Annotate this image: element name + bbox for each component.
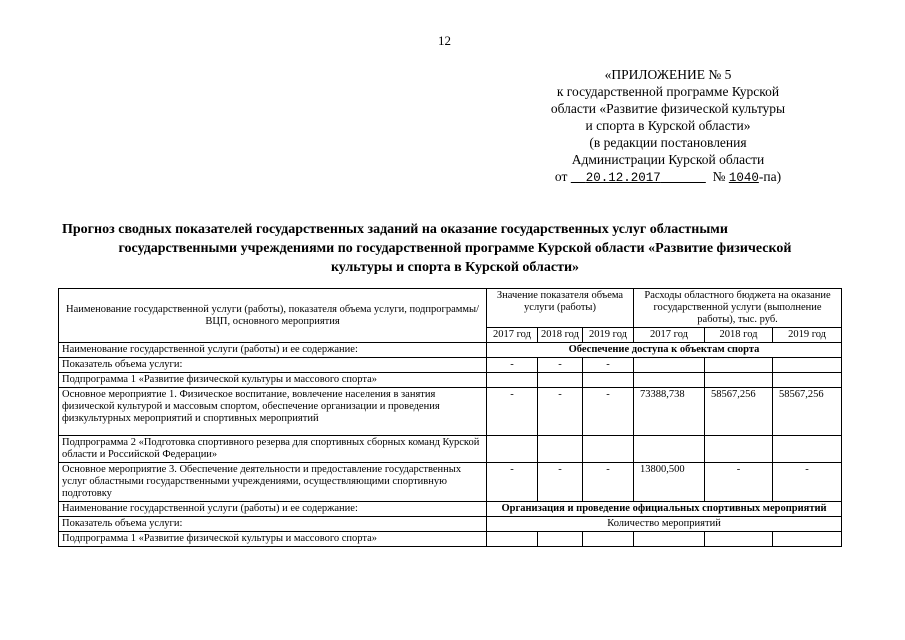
row-cell: - (773, 463, 842, 502)
row-cell (773, 532, 842, 547)
appendix-line-2: к государственной программе Курской (556, 84, 780, 99)
table-row (59, 436, 842, 463)
row-cell: - (538, 388, 583, 436)
row-cell: - (538, 463, 583, 502)
appendix-line-4: и спорта в Курской области» (585, 118, 751, 133)
header-year: 2019 год (773, 328, 842, 343)
page-number: 12 (438, 33, 451, 48)
row-span-value: Обеспечение доступа к объектам спорта (487, 343, 842, 358)
title-line-2: государственными учреждениями по государственной программе Курской области «Развитие физической (118, 241, 792, 256)
header-year: 2017 год (487, 328, 538, 343)
resolution-number: 1040 (728, 171, 759, 185)
appendix-line-5: (в редакции постановления (589, 135, 747, 150)
title-line-3: культуры и спорта в Курской области» (330, 260, 580, 275)
row-cell: - (583, 463, 634, 502)
row-label: Наименование государственной услуги (работы) и ее содержание: (59, 502, 487, 517)
row-cell (538, 373, 583, 388)
row-cell: - (583, 388, 634, 436)
forecast-table (58, 288, 842, 547)
row-label: Показатель объема услуги: (59, 358, 487, 373)
number-suffix: -па) (758, 169, 782, 184)
title-line-1: Прогноз сводных показателей государственных заданий на оказание государственных услуг областными (62, 222, 728, 237)
appendix-date-line (512, 168, 824, 187)
row-cell: 73388,738 (634, 388, 705, 436)
table-row (59, 463, 842, 502)
row-cell (538, 532, 583, 547)
header-name-column: Наименование государственной услуги (работы), показателя объема услуги, подпрограммы/ВЦП, основного мероприятия (59, 289, 487, 343)
header-year: 2019 год (583, 328, 634, 343)
resolution-date: 20.12.2017 (585, 171, 661, 185)
row-cell (538, 436, 583, 463)
row-cell (705, 373, 773, 388)
row-cell (705, 436, 773, 463)
row-cell (583, 436, 634, 463)
header-indicator-group: Значение показателя объема услуги (работы) (487, 289, 634, 328)
header-year: 2017 год (634, 328, 705, 343)
row-cell: 58567,256 (773, 388, 842, 436)
row-span-value: Организация и проведение официальных спортивных мероприятий (487, 502, 842, 517)
table-row (59, 343, 842, 358)
row-cell (634, 358, 705, 373)
table-row (59, 373, 842, 388)
row-label: Подпрограмма 1 «Развитие физической культуры и массового спорта» (59, 532, 487, 547)
row-cell (487, 373, 538, 388)
row-cell (487, 532, 538, 547)
from-label: от (554, 169, 568, 184)
header-year: 2018 год (705, 328, 773, 343)
row-label: Основное мероприятие 3. Обеспечение деятельности и предоставление государственных услуг областными государственными учреждениями, осуществляющими спортивную подготовку (59, 463, 487, 502)
row-cell (773, 373, 842, 388)
table-row (59, 388, 842, 436)
row-cell: - (583, 358, 634, 373)
row-label: Подпрограмма 1 «Развитие физической культуры и массового спорта» (59, 373, 487, 388)
row-label: Показатель объема услуги: (59, 517, 487, 532)
document-title (40, 220, 870, 277)
header-year: 2018 год (538, 328, 583, 343)
row-label: Наименование государственной услуги (работы) и ее содержание: (59, 343, 487, 358)
number-label: № (712, 169, 726, 184)
row-cell (773, 358, 842, 373)
row-cell: - (487, 463, 538, 502)
row-span-value: Количество мероприятий (487, 517, 842, 532)
table-row (59, 517, 842, 532)
row-cell: 58567,256 (705, 388, 773, 436)
row-cell (487, 436, 538, 463)
row-cell: - (705, 463, 773, 502)
header-budget-group: Расходы областного бюджета на оказание государственной услуги (выполнение работы), тыс. руб. (634, 289, 842, 328)
row-cell: - (487, 358, 538, 373)
row-cell (583, 373, 634, 388)
table-row (59, 502, 842, 517)
table-row (59, 532, 842, 547)
row-cell (773, 436, 842, 463)
appendix-line-6: Администрации Курской области (571, 152, 765, 167)
appendix-block (512, 66, 824, 187)
row-cell (634, 373, 705, 388)
row-cell (634, 532, 705, 547)
row-cell: - (487, 388, 538, 436)
row-cell (634, 436, 705, 463)
row-cell (705, 532, 773, 547)
appendix-line-1: «ПРИЛОЖЕНИЕ № 5 (604, 67, 732, 82)
row-cell: - (538, 358, 583, 373)
row-cell (583, 532, 634, 547)
row-cell (705, 358, 773, 373)
table-row (59, 358, 842, 373)
appendix-line-3: области «Развитие физической культуры (550, 101, 786, 116)
row-label: Основное мероприятие 1. Физическое воспитание, вовлечение населения в занятия физической культурой и массовым спортом, обеспечение организации и проведения физкультурных мероприятий и спортивных мероприятий (59, 388, 487, 436)
row-label: Подпрограмма 2 «Подготовка спортивного резерва для спортивных сборных команд Курской области и Российской Федерации» (59, 436, 487, 463)
row-cell: 13800,500 (634, 463, 705, 502)
